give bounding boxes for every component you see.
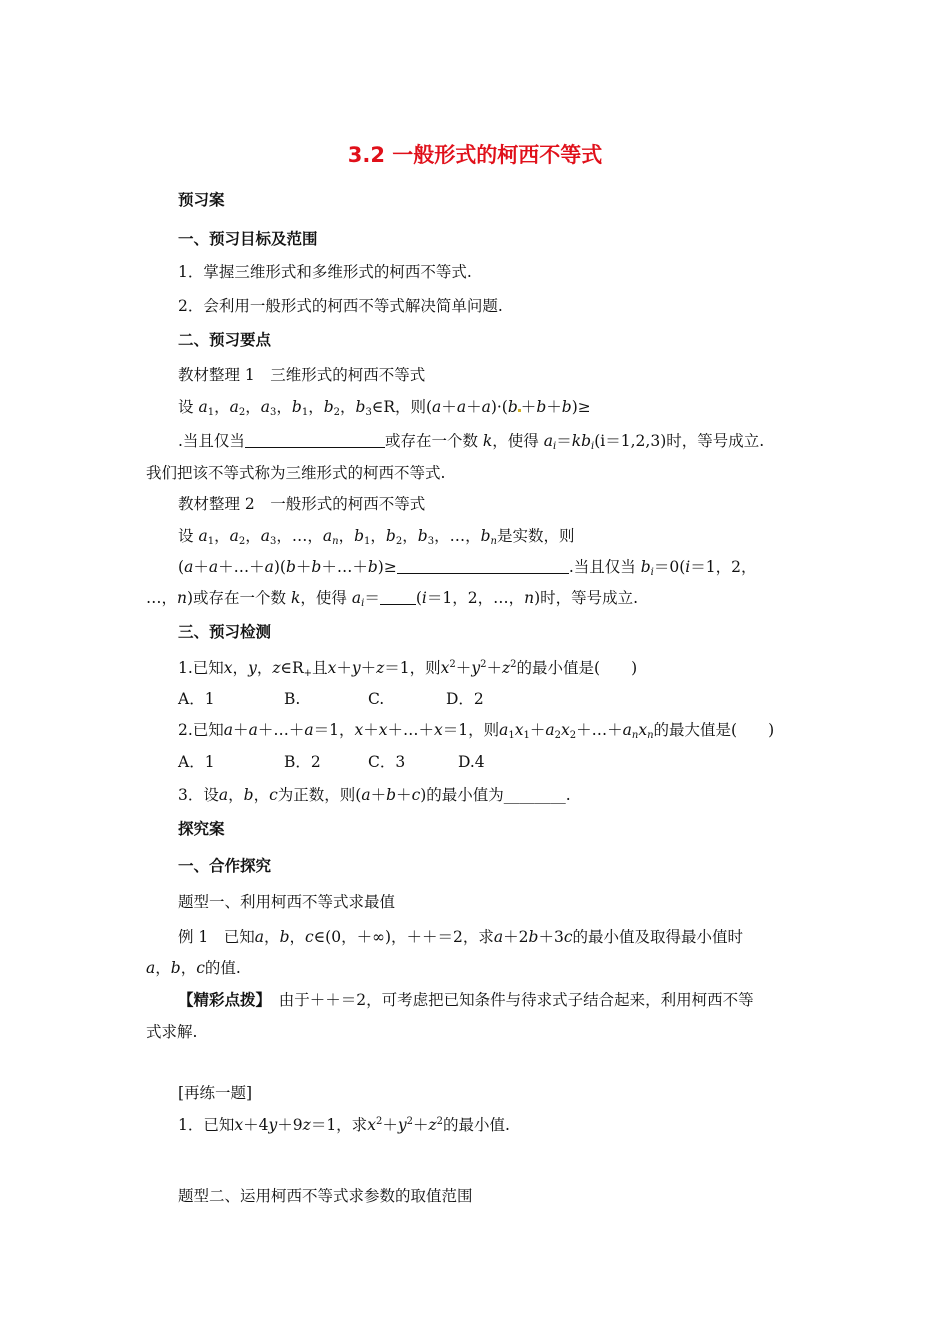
- note2-line3: …，n)或存在一个数 k，使得 $a_i= (i=1$，2，…，n)时，等号成立.: [146, 589, 639, 609]
- question-2: 2.已知a＋a＋…＋a＝1，x＋x＋…＋x＝1，则$a_1x_1+a_2x_2+\dots+a_nx_n$的最大值是( ): [178, 721, 775, 741]
- section1-heading: 一、预习目标及范围: [178, 230, 318, 248]
- q2-cond1: ＝1，: [313, 721, 355, 739]
- note1-line1: 设 $a_1$，$a_2$，$a_3$，$b_1$，$b_2$，$b_3\in R$，则(a＋a＋a)·(b ＋b＋b)≥: [178, 398, 591, 418]
- example1-line1: 例 1 已知a，b，c∈(0，＋∞)，＋＋＝2，求a＋2b＋3c的最小值及取得最小值时: [178, 928, 744, 946]
- section2-heading: 二、预习要点: [178, 331, 272, 349]
- note1-line3: 我们把该不等式称为三维形式的柯西不等式.: [146, 464, 446, 482]
- practice-ask: 的最小值.: [443, 1116, 510, 1134]
- hint-label: 【精彩点拨】: [178, 991, 264, 1009]
- goal-item-2: 2．会利用一般形式的柯西不等式解决简单问题.: [178, 297, 503, 315]
- q2-cond2: ＝1，则: [442, 721, 500, 739]
- q2-ask: 的最大值是( ): [653, 721, 775, 739]
- q3-set: 3．设: [178, 786, 219, 804]
- answer-blank[interactable]: [397, 557, 569, 574]
- explore-section1-heading: 一、合作探究: [178, 857, 272, 875]
- note2-line1: 设 $a_1$，$a_2$，$a_3$，…，$a_n$，$b_1$，$b_2$，$b_3$，…，$b_n$是实数，则: [178, 527, 575, 547]
- q1-and: 且: [312, 659, 328, 677]
- note1-equal-cond: .当且仅当: [178, 432, 245, 450]
- q1-option-c[interactable]: C.: [368, 690, 385, 708]
- goal-item-1: 1．掌握三维形式和多维形式的柯西不等式.: [178, 263, 472, 281]
- q2-option-a[interactable]: A．1: [178, 753, 215, 771]
- q2-options: [178, 752, 485, 772]
- type2-title: 题型二、运用柯西不等式求参数的取值范围: [178, 1187, 473, 1205]
- note2-eq-holds: )时，等号成立.: [534, 589, 639, 607]
- note1-eq-holds: (i＝1,2,3)时，等号成立.: [594, 432, 765, 450]
- q3-positive: 为正数，则(: [277, 786, 362, 804]
- practice-question-1: 1．已知x＋4y＋9z＝1，求$x^2+y^2+z^2$的最小值.: [178, 1116, 510, 1134]
- note2-such: ，使得: [300, 589, 347, 607]
- q2-option-d[interactable]: D.4: [458, 753, 485, 771]
- section3-heading: 三、预习检测: [178, 623, 272, 641]
- q1-given: 1.已知: [178, 659, 224, 677]
- q1-options: [178, 689, 484, 709]
- note2-pre: 设: [178, 527, 194, 545]
- practice-label: [再练一题]: [178, 1084, 253, 1102]
- note2-range: ＝1，2，: [690, 558, 757, 576]
- note2-zero: ＝0(: [653, 558, 686, 576]
- note1-or: 或存在一个数: [384, 432, 478, 450]
- q1-option-d[interactable]: D．2: [446, 690, 484, 708]
- practice-cond: ＝1，求: [310, 1116, 368, 1134]
- example1-label: 例 1 已知: [178, 928, 255, 946]
- example1-end: 的值.: [204, 959, 241, 977]
- note1-pre: 设: [178, 398, 194, 416]
- note2-eq: ＝: [364, 589, 380, 607]
- hint-text: 由于＋＋＝2，可考虑把已知条件与待求式子结合起来，利用柯西不等: [263, 991, 754, 1009]
- q2-option-b[interactable]: B．2: [284, 753, 321, 771]
- hint-line1: [178, 990, 754, 1010]
- question-3: 3．设a，b，c为正数，则(a＋b＋c)的最小值为________.: [178, 786, 571, 804]
- hint-line2: 式求解.: [146, 1023, 198, 1041]
- note2-or: )或存在一个数: [187, 589, 287, 607]
- type1-title: 题型一、利用柯西不等式求最值: [178, 893, 396, 911]
- example1-ask: 的最小值及取得最小值时: [572, 928, 744, 946]
- page-title: 3.2 一般形式的柯西不等式: [347, 143, 603, 167]
- q2-given: 2.已知: [178, 721, 224, 739]
- note2-paren: (: [415, 589, 422, 607]
- q3-ask: )的最小值为________.: [420, 786, 571, 804]
- note1-such: ，使得: [492, 432, 539, 450]
- q1-ask: 的最小值是( ): [516, 659, 638, 677]
- note2-equal-cond: .当且仅当: [568, 558, 636, 576]
- note2-range2: ＝1，2，…，: [426, 589, 525, 607]
- note2-ellipsis: …，: [146, 589, 178, 607]
- note2-real: 是实数，则: [496, 527, 575, 545]
- preview-heading: 预习案: [178, 191, 225, 209]
- explore-heading: 探究案: [178, 820, 225, 838]
- q1-cond: ＝1，则: [384, 659, 441, 677]
- example1-line2: a，b，c的值.: [146, 959, 241, 977]
- note2-title: 教材整理 2 一般形式的柯西不等式: [178, 495, 426, 513]
- q1-option-a[interactable]: A．1: [178, 690, 215, 708]
- q1-option-b[interactable]: B.: [284, 690, 301, 708]
- note2-line2: (a＋a＋…＋a)(b＋b＋…＋b)≥ .当且仅当 $b_i=0(i=1$，2，: [178, 558, 757, 578]
- note1-line2: .当且仅当 或存在一个数 k，使得 $a_i=kb_i(i=1,2,3)$时，等号成立.: [178, 432, 765, 452]
- answer-blank[interactable]: [380, 588, 416, 605]
- q1-set: ∈R: [280, 659, 304, 677]
- note1-title: 教材整理 1 三维形式的柯西不等式: [178, 366, 426, 384]
- answer-blank[interactable]: [245, 431, 385, 448]
- example1-cond: ∈(0，＋∞)，＋＋＝2，求: [313, 928, 494, 946]
- practice-given: 1．已知: [178, 1116, 235, 1134]
- question-1: 1.已知x，y，$z\in R_+$且x＋y＋z＝1，则$x^2+y^2+z^2$的最小值是( ): [178, 659, 638, 679]
- q2-option-c[interactable]: C．3: [368, 753, 406, 771]
